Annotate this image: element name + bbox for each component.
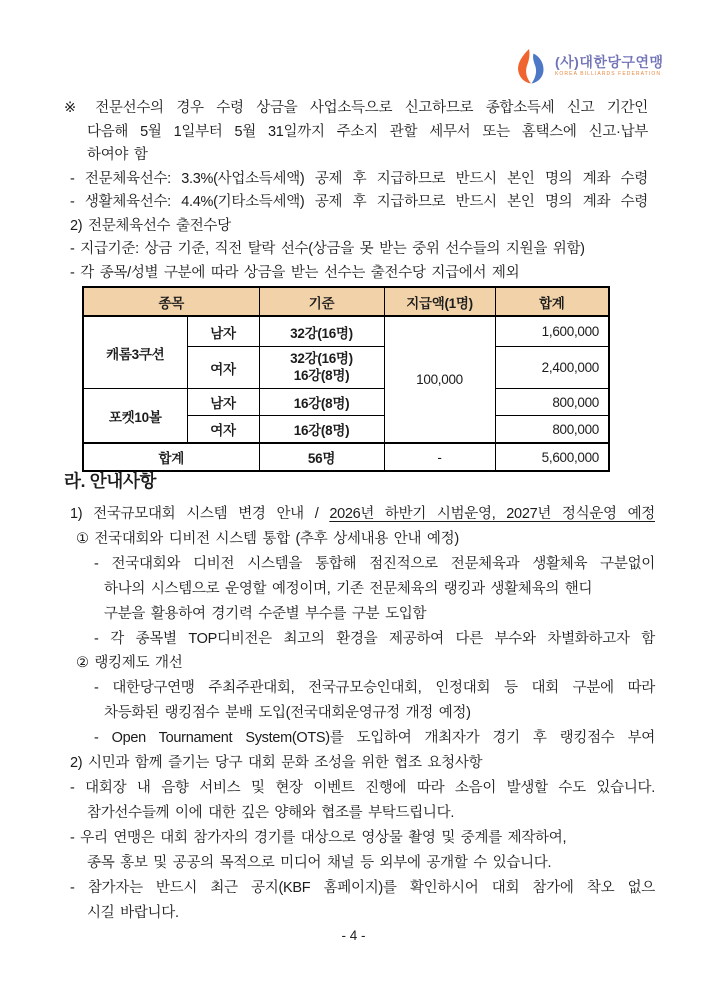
cell-basis bbox=[259, 347, 384, 389]
cell-gender: 남자 bbox=[187, 389, 259, 416]
text-line bbox=[63, 502, 655, 527]
text-line: 시길 바랍니다. bbox=[87, 904, 179, 921]
text-line: ※ 전문선수의 경우 수령 상금을 사업소득으로 신고하므로 종합소득세 신고 기간인 bbox=[64, 100, 648, 116]
notice-item1-prefix: 1) 전국규모대회 시스템 변경 안내 / bbox=[70, 506, 330, 522]
table-header-row bbox=[83, 287, 609, 316]
text-line: 구분을 활용하여 경기력 수준별 부수를 구분 도입함 bbox=[104, 605, 427, 622]
cell-gender: 여자 bbox=[187, 347, 259, 389]
col-header-item: 종목 bbox=[83, 287, 259, 316]
cell-total-payment: - bbox=[384, 443, 495, 471]
cell-grand-total: 5,600,000 bbox=[495, 443, 609, 471]
cell-basis: 16강(8명) bbox=[259, 416, 384, 444]
text-line: - 전국대회와 디비전 시스템을 통합해 점진적으로 전문체육과 생활체육 구분없이 bbox=[94, 555, 655, 572]
col-header-total: 합계 bbox=[495, 287, 609, 316]
text-line: 2) 시민과 함께 즐기는 당구 대회 문화 조성을 위한 협조 요청사항 bbox=[70, 755, 483, 772]
cell-gender: 남자 bbox=[187, 316, 259, 347]
flame-icon bbox=[512, 47, 550, 85]
text-line: 하여야 함 bbox=[87, 147, 148, 163]
text-line: 다음해 5월 1일부터 5월 31일까지 주소지 관할 세무서 또는 홈택스에 신고·납부 bbox=[87, 123, 648, 140]
text-line: 참가선수들께 이에 대한 깊은 양해와 협조를 부탁드립니다. bbox=[87, 804, 455, 821]
text-line: - 각 종목/성별 구분에 따라 상금을 받는 선수는 출전수당 지급에서 제외 bbox=[70, 264, 520, 281]
kbf-logo bbox=[512, 47, 664, 85]
page-number: - 4 - bbox=[341, 928, 366, 943]
text-line: - Open Tournament System(OTS)를 도입하여 개최자가 경기 후 랭킹점수 부여 bbox=[94, 730, 655, 747]
cell-total: 800,000 bbox=[495, 389, 609, 416]
text-line: - 참가자는 반드시 최근 공지(KBF 홈페이지)를 확인하시어 대회 참가에 착오 없으 bbox=[70, 879, 655, 896]
logo-name-en: KOREA BILLIARDS FEDERATION bbox=[555, 71, 662, 77]
col-header-basis: 기준 bbox=[259, 287, 384, 316]
text-line: - 생활체육선수: 4.4%(기타소득세액) 공제 후 지급하므로 반드시 본인 명의 계좌 수령 bbox=[70, 194, 648, 210]
text-line: - 전문체육선수: 3.3%(사업소득세액) 공제 후 지급하므로 반드시 본인 명의 계좌 수령 bbox=[70, 170, 648, 187]
col-header-payment: 지급액(1명) bbox=[384, 287, 495, 316]
logo-name-ko: (사)대한당구연맹 bbox=[555, 54, 664, 70]
cell-gender: 여자 bbox=[187, 416, 259, 444]
cell-basis: 32강(16명) bbox=[259, 316, 384, 347]
text-line: - 지급기준: 상금 기준, 직전 탈락 선수(상금을 못 받는 중위 선수들의 지원을 위함) bbox=[70, 241, 585, 257]
text-line: - 대한당구연맹 주최주관대회, 전국규모승인대회, 인정대회 등 대회 구분에 따라 bbox=[94, 680, 655, 697]
allowance-table bbox=[82, 286, 610, 472]
basis-line-1: 32강(16명) bbox=[290, 350, 353, 366]
text-line: ② 랭킹제도 개선 bbox=[76, 655, 183, 672]
cell-total: 1,600,000 bbox=[495, 316, 609, 347]
table-row bbox=[83, 389, 609, 416]
section-heading: 라. 안내사항 bbox=[64, 471, 157, 491]
text-line: 차등화된 랭킹점수 분배 도입(전국대회운영규정 개정 예정) bbox=[104, 705, 471, 722]
cell-total-label: 합계 bbox=[83, 443, 259, 471]
text-line: 종목 홍보 및 공공의 목적으로 미디어 채널 등 외부에 공개할 수 있습니다. bbox=[87, 854, 552, 871]
cell-event-carom: 캐롬3쿠션 bbox=[83, 316, 187, 389]
text-line: - 각 종목별 TOP디비전은 최고의 환경을 제공하여 다른 부수와 차별화하고자 함 bbox=[94, 630, 655, 647]
text-line: ① 전국대회와 디비전 시스템 통합 (추후 상세내용 안내 예정) bbox=[76, 530, 459, 547]
basis-line-2: 16강(8명) bbox=[293, 367, 350, 383]
text-line: 하나의 시스템으로 운영할 예정이며, 기존 전문체육의 랭킹과 생활체육의 핸디 bbox=[104, 580, 593, 597]
allowance-table-wrap bbox=[82, 286, 610, 472]
intro-block bbox=[63, 97, 648, 285]
cell-total: 2,400,000 bbox=[495, 347, 609, 389]
notice-item1-underlined: 2026년 하반기 시범운영, 2027년 정식운영 예정 bbox=[329, 506, 655, 522]
table-total-row bbox=[83, 443, 609, 471]
notice-block bbox=[63, 502, 655, 925]
cell-payment: 100,000 bbox=[384, 316, 495, 443]
logo-text bbox=[555, 55, 664, 77]
text-line: - 우리 연맹은 대회 참가자의 경기를 대상으로 영상물 촬영 및 중계를 제작하여, bbox=[70, 829, 567, 846]
text-line: - 대회장 내 음향 서비스 및 현장 이벤트 진행에 따라 소음이 발생할 수도 있습니다. bbox=[70, 779, 655, 796]
cell-total: 800,000 bbox=[495, 416, 609, 444]
table-row bbox=[83, 316, 609, 347]
cell-total-basis: 56명 bbox=[259, 443, 384, 471]
text-line: 2) 전문체육선수 출전수당 bbox=[70, 217, 231, 234]
cell-basis: 16강(8명) bbox=[259, 389, 384, 416]
cell-event-pocket: 포켓10볼 bbox=[83, 389, 187, 444]
